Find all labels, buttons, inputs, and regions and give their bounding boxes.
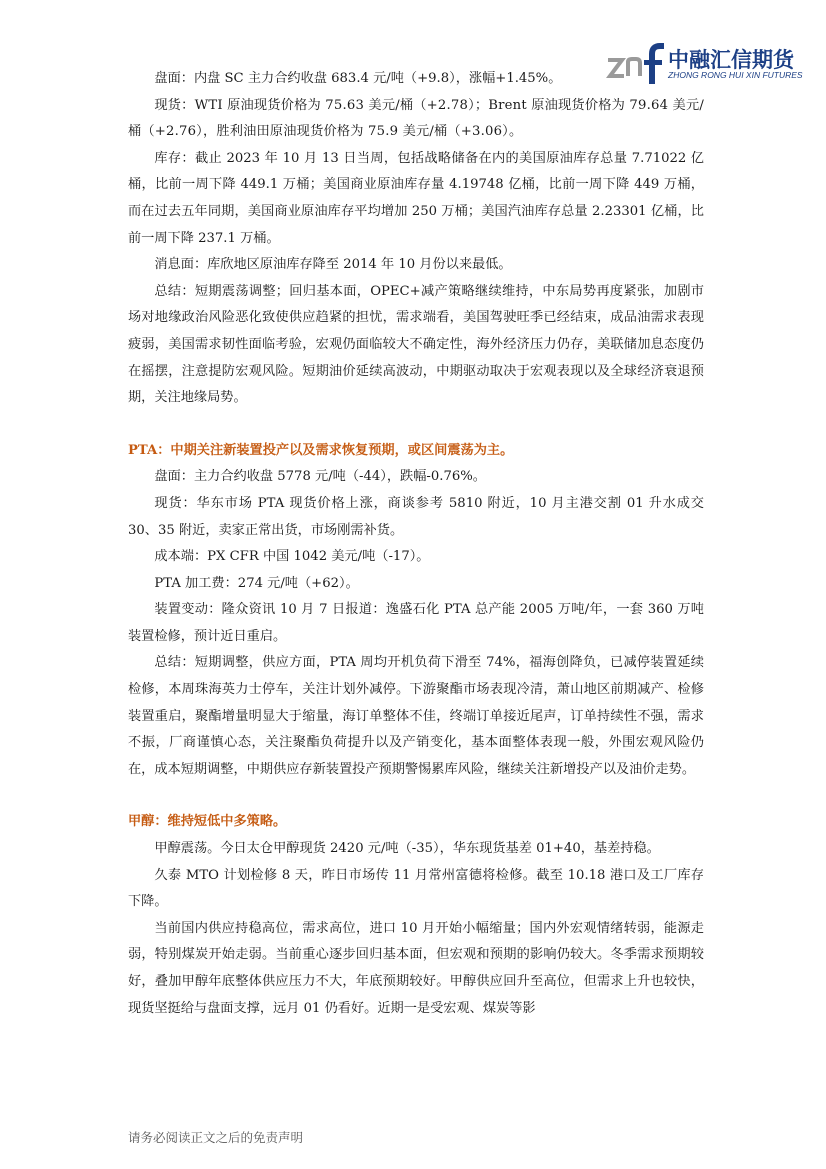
pta-section — [128, 438, 704, 784]
crude-oil-section — [128, 66, 704, 412]
crude-futures-paragraph: 盘面：内盘 SC 主力合约收盘 683.4 元/吨（+9.8），涨幅+1.45%。 — [154, 71, 562, 86]
pta-summary-paragraph: 总结：短期调整，供应方面，PTA 周均开机负荷下滑至 74%，福海创降负，已减停装置延续检修，本周珠海英力士停车，关注计划外减停。下游聚酯市场表现冷清，萧山地区前期减产、检修装置重启，聚酯增量明显大于缩量，海订单整体不佳，终端订单接近尾声，订单持续性不强，需求不振，厂商谨慎心态，关注聚酯负荷提升以及产销变化，基本面整体表现一般，外围宏观风险仍在，成本短期调整，中期供应存新装置投产预期警惕累库风险，继续关注新增投产以及油价走势。 — [128, 655, 704, 777]
logo-english-name: ZHONG RONG HUI XIN FUTURES — [668, 70, 803, 80]
footer-disclaimer: 请务必阅读正文之后的免责声明 — [128, 1130, 304, 1145]
crude-summary-paragraph: 总结：短期震荡调整；回归基本面，OPEC+减产策略继续维持，中东局势再度紧张，加剧市场对地缘政治风险恶化致使供应趋紧的担忧，需求端看，美国驾驶旺季已经结束，成品油需求表现疲弱，美国需求韧性面临考验，宏观仍面临较大不确定性，海外经济压力仍存，美联储加息态度仍在摇摆，注意提防宏观风险。短期油价延续高波动，中期驱动取决于宏观表现以及全球经济衰退预期，关注地缘局势。 — [128, 283, 704, 406]
methanol-paragraph-1: 甲醇震荡。今日太仓甲醇现货 2420 元/吨（-35），华东现货基差 01+40，基差持稳。 — [154, 841, 660, 857]
crude-news-paragraph: 消息面：库欣地区原油库存降至 2014 年 10 月份以来最低。 — [154, 257, 512, 273]
report-body — [128, 66, 704, 1022]
methanol-section — [128, 809, 704, 1022]
pta-heading: PTA：中期关注新装置投产以及需求恢复预期，或区间震荡为主。 — [128, 442, 514, 458]
methanol-heading: 甲醇：维持短低中多策略。 — [128, 814, 287, 830]
crude-spot-paragraph: 现货：WTI 原油现货价格为 75.63 美元/桶（+2.78）；Brent 原油现货价格为 79.64 美元/桶（+2.76），胜利油田原油现货价格为 75.9 美元/桶（+3.06）。 — [128, 97, 704, 140]
pta-cost-paragraph: 成本端：PX CFR 中国 1042 美元/吨（-17）。 — [154, 549, 430, 565]
pta-margin-paragraph: PTA 加工费：274 元/吨（+62）。 — [154, 575, 359, 591]
pta-spot-paragraph: 现货：华东市场 PTA 现货价格上涨，商谈参考 5810 附近，10 月主港交割 01 升水成交 30、35 附近，卖家正常出货，市场刚需补货。 — [128, 495, 704, 538]
methanol-paragraph-3: 当前国内供应持稳高位，需求高位，进口 10 月开始小幅缩量；国内外宏观情绪转弱，能源走弱，特别煤炭开始走弱。当前重心逐步回归基本面，但宏观和预期的影响仍较大。冬季需求预期较好，叠加甲醇年底整体供应压力不大，年底预期较好。甲醇供应回升至高位，但需求上升也较快，现货坚挺给与盘面支撑，远月 01 仍看好。近期一是受宏观、煤炭等影 — [128, 920, 704, 1016]
pta-futures-paragraph: 盘面：主力合约收盘 5778 元/吨（-44），跌幅-0.76%。 — [154, 469, 486, 485]
logo-chinese-name: 中融汇信期货 — [668, 48, 794, 72]
pta-plant-paragraph: 装置变动：隆众资讯 10 月 7 日报道：逸盛石化 PTA 总产能 2005 万吨/年，一套 360 万吨装置检修，预计近日重启。 — [128, 602, 704, 644]
methanol-paragraph-2: 久泰 MTO 计划检修 8 天，昨日市场传 11 月常州富德将检修。截至 10.18 港口及工厂库存下降。 — [128, 867, 704, 910]
crude-inventory-paragraph: 库存：截止 2023 年 10 月 13 日当周，包括战略储备在内的美国原油库存总量 7.71022 亿桶，比前一周下降 449.1 万桶；美国商业原油库存量 4.19748 亿桶，比前一周下降 449 万桶，而在过去五年同期，美国商业原油库存平均增加 250 万桶；美国汽油库存总量 2.23301 亿桶，比前一周下降 237.1 万桶。 — [128, 150, 704, 246]
